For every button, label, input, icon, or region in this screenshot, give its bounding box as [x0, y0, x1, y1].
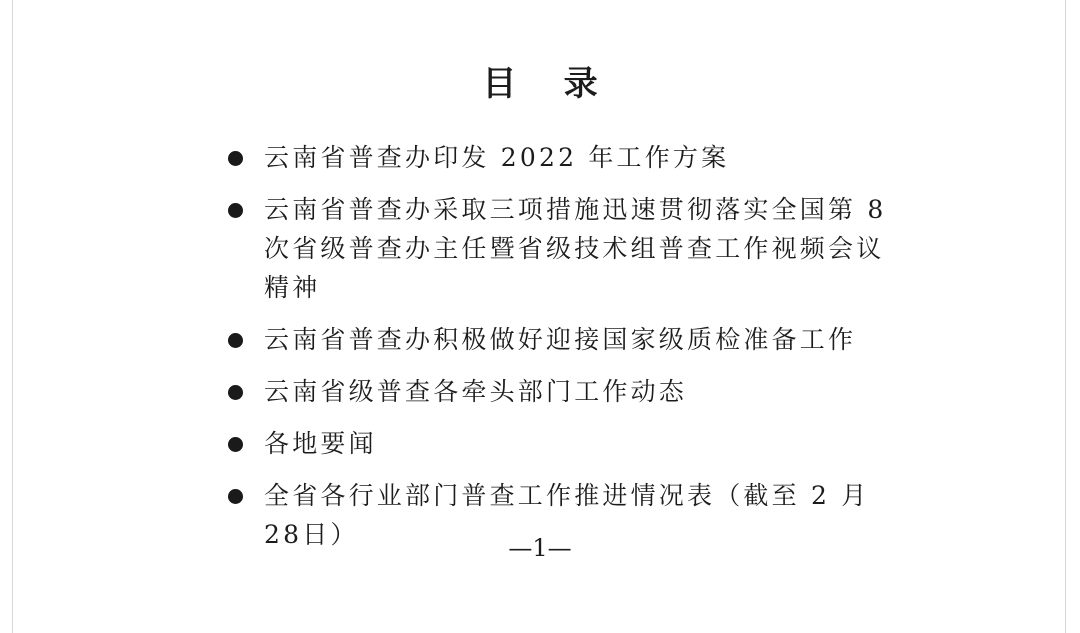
toc-item-text: 云南省普查办积极做好迎接国家级质检准备工作	[264, 325, 857, 354]
bullet-icon	[228, 489, 243, 504]
page-title: 目 录	[482, 64, 598, 104]
toc-item-text: 云南省普查办采取三项措施迅速贯彻落实全国第 8 次省级普查办主任暨省级技术组普查工作视频会议精神	[264, 195, 887, 302]
bullet-icon	[228, 151, 243, 166]
toc-item-text: 云南省级普查各牵头部门工作动态	[264, 377, 688, 406]
toc-item-text: 云南省普查办印发 2022 年工作方案	[264, 143, 730, 172]
toc-item	[228, 424, 908, 463]
bullet-icon	[228, 437, 243, 452]
bullet-icon	[228, 203, 243, 218]
toc-item-text: 全省各行业部门普查工作推进情况表（截至 2 月 28日）	[264, 481, 870, 549]
toc-item	[228, 138, 908, 177]
page-number: —1—	[508, 534, 572, 562]
bullet-icon	[228, 385, 243, 400]
bullet-icon	[228, 333, 243, 348]
toc-item-text: 各地要闻	[264, 429, 377, 458]
toc-item	[228, 320, 908, 359]
toc-item	[228, 372, 908, 411]
table-of-contents	[228, 138, 908, 567]
toc-item	[228, 190, 908, 307]
